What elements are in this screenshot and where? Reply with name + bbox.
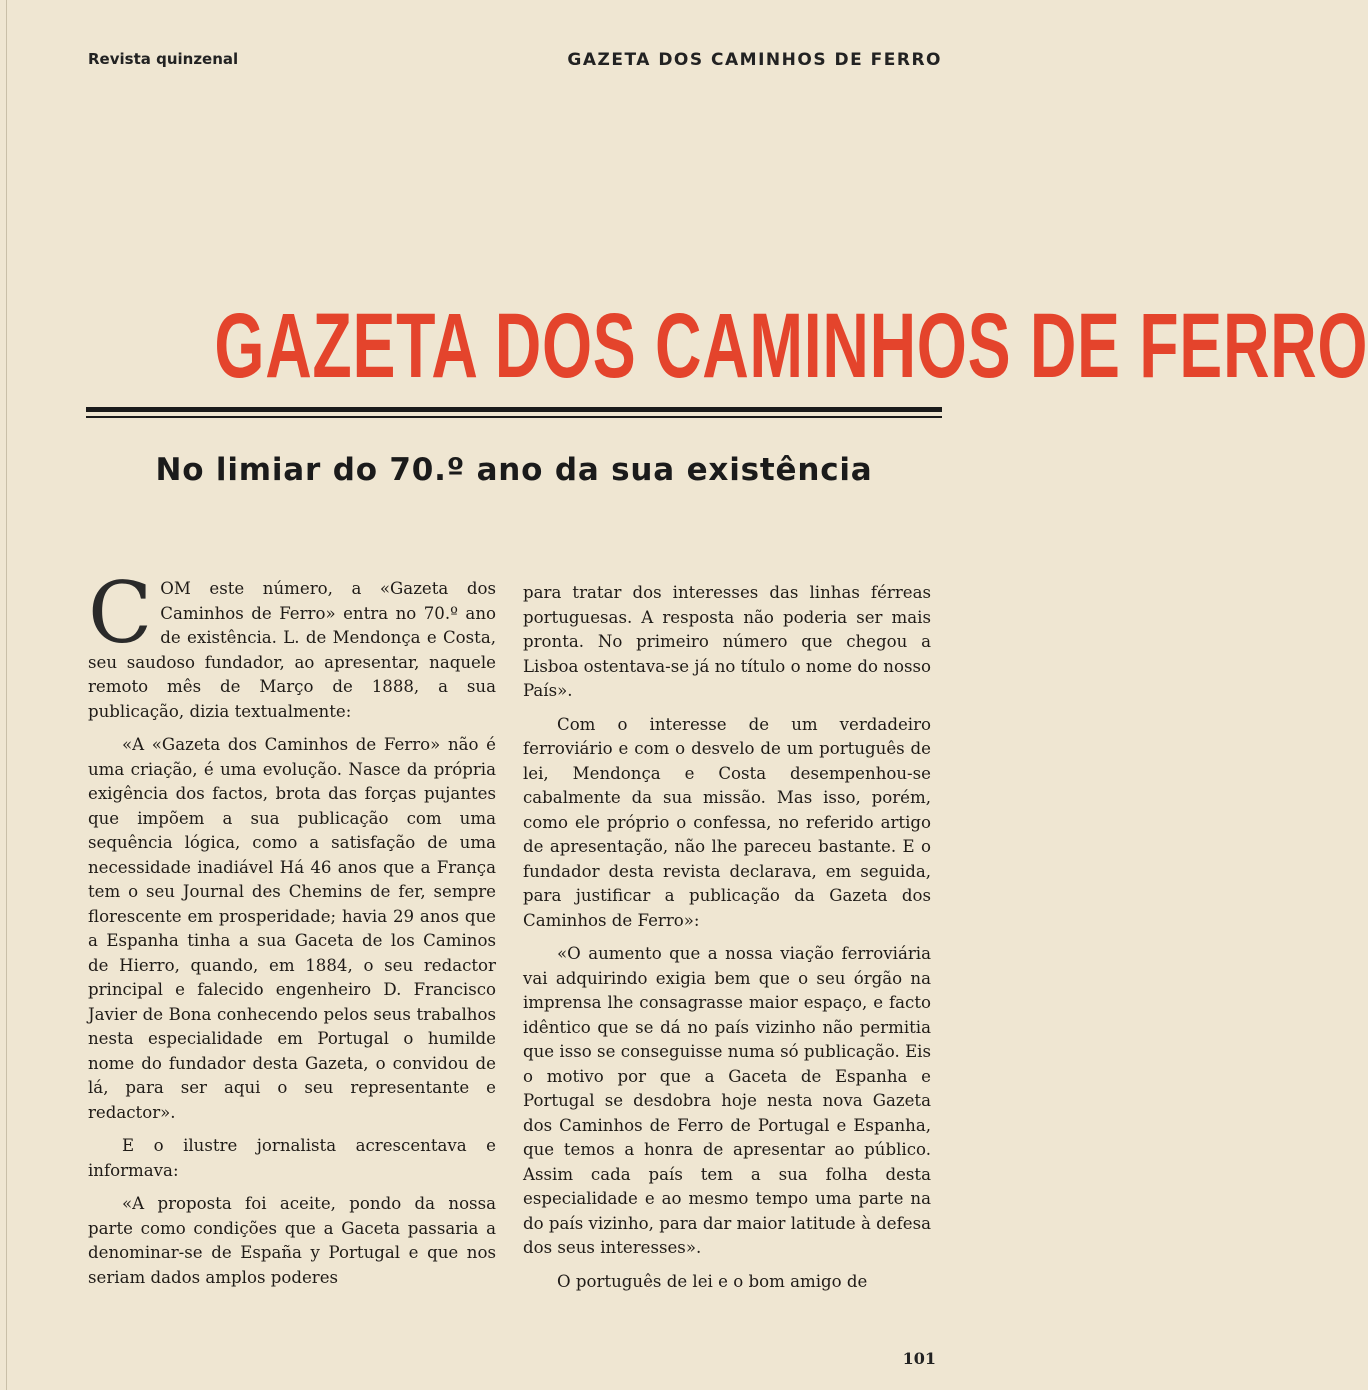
drop-cap: C	[88, 564, 153, 662]
article-paragraph: O português de lei e o bom amigo de	[557, 1271, 868, 1291]
article-paragraph: Com o interesse de um verdadeiro ferroviário e com o desvelo de um português de lei, Mendonça e Costa desempenhou-se cabalmente da sua missão. Mas isso, porém, como ele próprio o confessa, no referido artigo de apresentação, não lhe pareceu bastante. E o fundador desta revista declarava, em seguida, para justificar a publicação da Gazeta dos Caminhos de Ferro»:	[523, 714, 931, 930]
article-column-left	[88, 564, 496, 1290]
article-paragraph: E o ilustre jornalista acrescentava e informava:	[88, 1136, 496, 1180]
running-header-right: GAZETA DOS CAMINHOS DE FERRO	[567, 50, 942, 70]
page-edge-line	[6, 0, 7, 1390]
article-paragraph: «A «Gazeta dos Caminhos de Ferro» não é uma criação, é uma evolução. Nasce da própria exigência dos factos, brota das forças pujantes que impõem a sua publicação com uma sequência lógica, como a satisfação de uma necessidade inadiável Há 46 anos que a França tem o seu Journal des Chemins de fer, sempre florescente em prosperidade; havia 29 anos que a Espanha tinha a sua Gaceta de los Caminos de Hierro, quando, em 1884, o seu redactor principal e falecido engenheiro D. Francisco Javier de Bona conhecendo pelos seus trabalhos nesta especialidade em Portugal o humilde nome do fundador desta Gazeta, o convidou de lá, para ser aqui o seu representante e redactor».	[88, 735, 496, 1122]
masthead-rule-thick	[86, 407, 942, 412]
masthead-title: GAZETA DOS CAMINHOS DE FERRO	[214, 295, 1368, 397]
article-paragraph: para tratar dos interesses das linhas férreas portuguesas. A resposta não poderia ser mais pronta. No primeiro número que chegou a Lisboa ostentava-se já no título o nome do nosso País».	[523, 583, 931, 700]
article-paragraph: «O aumento que a nossa viação ferroviária vai adquirindo exigia bem que o seu órgão na imprensa lhe consagrasse maior espaço, e facto idêntico que se dá no país vizinho não permitia que isso se conseguisse numa só publicação. Eis o motivo por que a Gaceta de Espanha e Portugal se desdobra hoje nesta nova Gazeta dos Caminhos de Ferro de Portugal e Espanha, que temos a honra de apresentar ao público. Assim cada país tem a sua folha desta especialidade e ao mesmo tempo uma parte na do país vizinho, para dar maior latitude à defesa dos seus interesses».	[523, 944, 931, 1257]
masthead-rule-thin	[86, 416, 942, 418]
paragraph-text: OM este número, a «Gazeta dos Caminhos de Ferro» entra no 70.º ano de existência. L. de Mendonça e Costa, seu saudoso fundador, ao apresentar, naquele remoto mês de Março de 1888, a sua publicação, dizia textualmente:	[88, 579, 496, 721]
article-paragraph	[88, 564, 496, 724]
article-paragraph: «A proposta foi aceite, pondo da nossa parte como condições que a Gaceta passaria a denominar-se de España y Portugal e que nos seriam dados amplos poderes	[88, 1194, 496, 1287]
page-number: 101	[902, 1349, 936, 1368]
article-subtitle: No limiar do 70.º ano da sua existência	[155, 452, 873, 488]
running-header-left: Revista quinzenal	[88, 50, 239, 68]
article-column-right	[523, 581, 931, 1294]
